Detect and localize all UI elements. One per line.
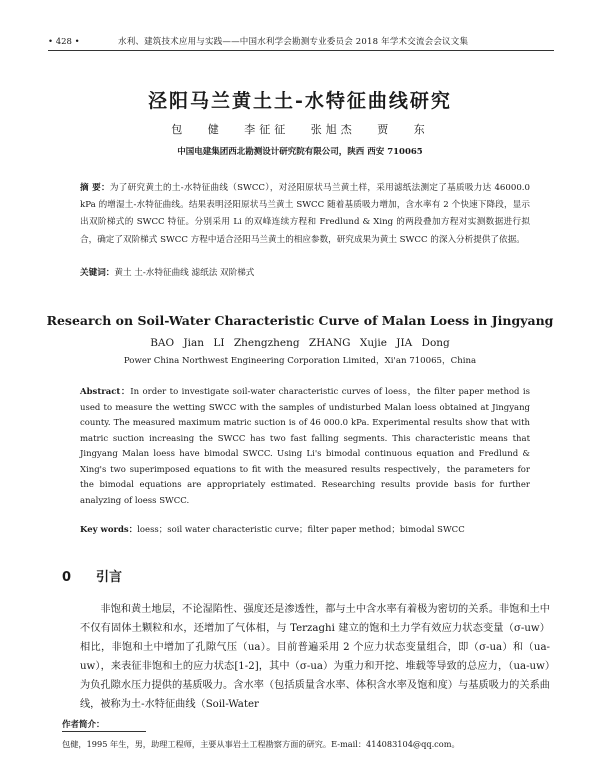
chinese-title: 泾阳马兰黄土土-水特征曲线研究 — [148, 90, 452, 112]
chinese-abstract — [80, 180, 530, 249]
footnote-label: 作者简介： — [62, 720, 105, 730]
running-header — [48, 36, 554, 51]
chinese-abstract-text: 为了研究黄土的土-水特征曲线（SWCC），对泾阳原状马兰黄土样，采用滤纸法测定了基质吸力达 46000.0 kPa 的增湿土-水特征曲线。结果表明泾阳原状马兰黄土 SWCC 随着基质吸力增加，含水率有 2 个快速下降段，显示出双阶梯式的 SWCC 特征。分别采用 Li 的双峰连续方程和 Fredlund & Xing 的两段叠加方程对实测数据进行拟合，确定了双阶梯式 SWCC 方程中适合泾阳马兰黄土的相应参数，研究成果为黄土 SWCC 的深入分析提供了依据。 — [80, 183, 530, 245]
chinese-keywords-label: 关键词： — [80, 268, 115, 278]
english-abstract-text: In order to investigate soil-water characteristic curves of loess，the filter paper method is used to measure the wetting SWCC with the samples of undisturbed Malan loess obtained at Jingyang county. The measured maximum matric suction is of 46 000.0 kPa. Experimental results show that with matric suction increasing the SWCC has two fast falling segments. This characteristic means that Jingyang Malan loess have bimodal SWCC. Using Li's bimodal continuous equation and Fredlund & Xing's two superimposed equations to fit with the measured results respectively，the parameters for the bimodal equations are appropriately estimated. Researching results provide basis for further analyzing of loess SWCC. — [80, 387, 530, 506]
body-paragraph: 非饱和黄土地层，不论湿陷性、强度还是渗透性，都与土中含水率有着极为密切的关系。非饱和土中不仅有固体土颗粒和水，还增加了气体相，与 Terzaghi 建立的饱和土力学有效应力状态变量（σ-uw）相比，非饱和土中增加了孔隙气压（ua）。目前普遍采用 2 个应力状态变量组合，即（σ-ua）和（ua-uw），来表征非饱和土的应力状态[1-2]，其中（σ-ua）为重力和开挖、堆载等导致的总应力，（ua-uw）为负孔隙水压力提供的基质吸力。含水率（包括质量含水率、体积含水率及饱和度）与基质吸力的关系曲线，被称为土-水特征曲线（Soil-Water — [80, 604, 550, 710]
english-keywords — [80, 523, 530, 537]
footnote-divider — [62, 731, 146, 732]
page-number: • 428 • — [48, 37, 80, 47]
chinese-authors: 包 健 李征征 张旭杰 贾 东 — [171, 123, 429, 136]
english-abstract-label: Abstract： — [80, 387, 131, 397]
running-title: 水利、建筑技术应用与实践——中国水利学会勘测专业委员会 2018 年学术交流会会议文集 — [118, 37, 469, 47]
section-heading — [62, 566, 122, 585]
chinese-abstract-label: 摘 要： — [80, 183, 110, 193]
english-authors: BAO Jian LI Zhengzheng ZHANG Xujie JIA Dong — [150, 337, 450, 349]
chinese-affiliation: 中国电建集团西北勘测设计研究院有限公司，陕西 西安 710065 — [177, 147, 423, 157]
english-abstract — [80, 385, 530, 509]
section-title: 引言 — [96, 570, 123, 585]
english-keywords-label: Key words： — [80, 525, 138, 535]
english-keywords-text: loess；soil water characteristic curve；filter paper method；bimodal SWCC — [137, 525, 465, 535]
footnote-text: 包健，1995 年生，男，助理工程师，主要从事岩土工程勘察方面的研究。E-mail：414083104@qq.com。 — [62, 739, 460, 749]
english-title: Research on Soil-Water Characteristic Curve of Malan Loess in Jingyang — [46, 313, 554, 328]
chinese-keywords — [80, 266, 530, 280]
english-affiliation: Power China Northwest Engineering Corporation Limited，Xi'an 710065，China — [123, 356, 477, 366]
section-number: 0 — [62, 570, 72, 585]
chinese-keywords-text: 黄土 土-水特征曲线 滤纸法 双阶梯式 — [114, 268, 255, 278]
